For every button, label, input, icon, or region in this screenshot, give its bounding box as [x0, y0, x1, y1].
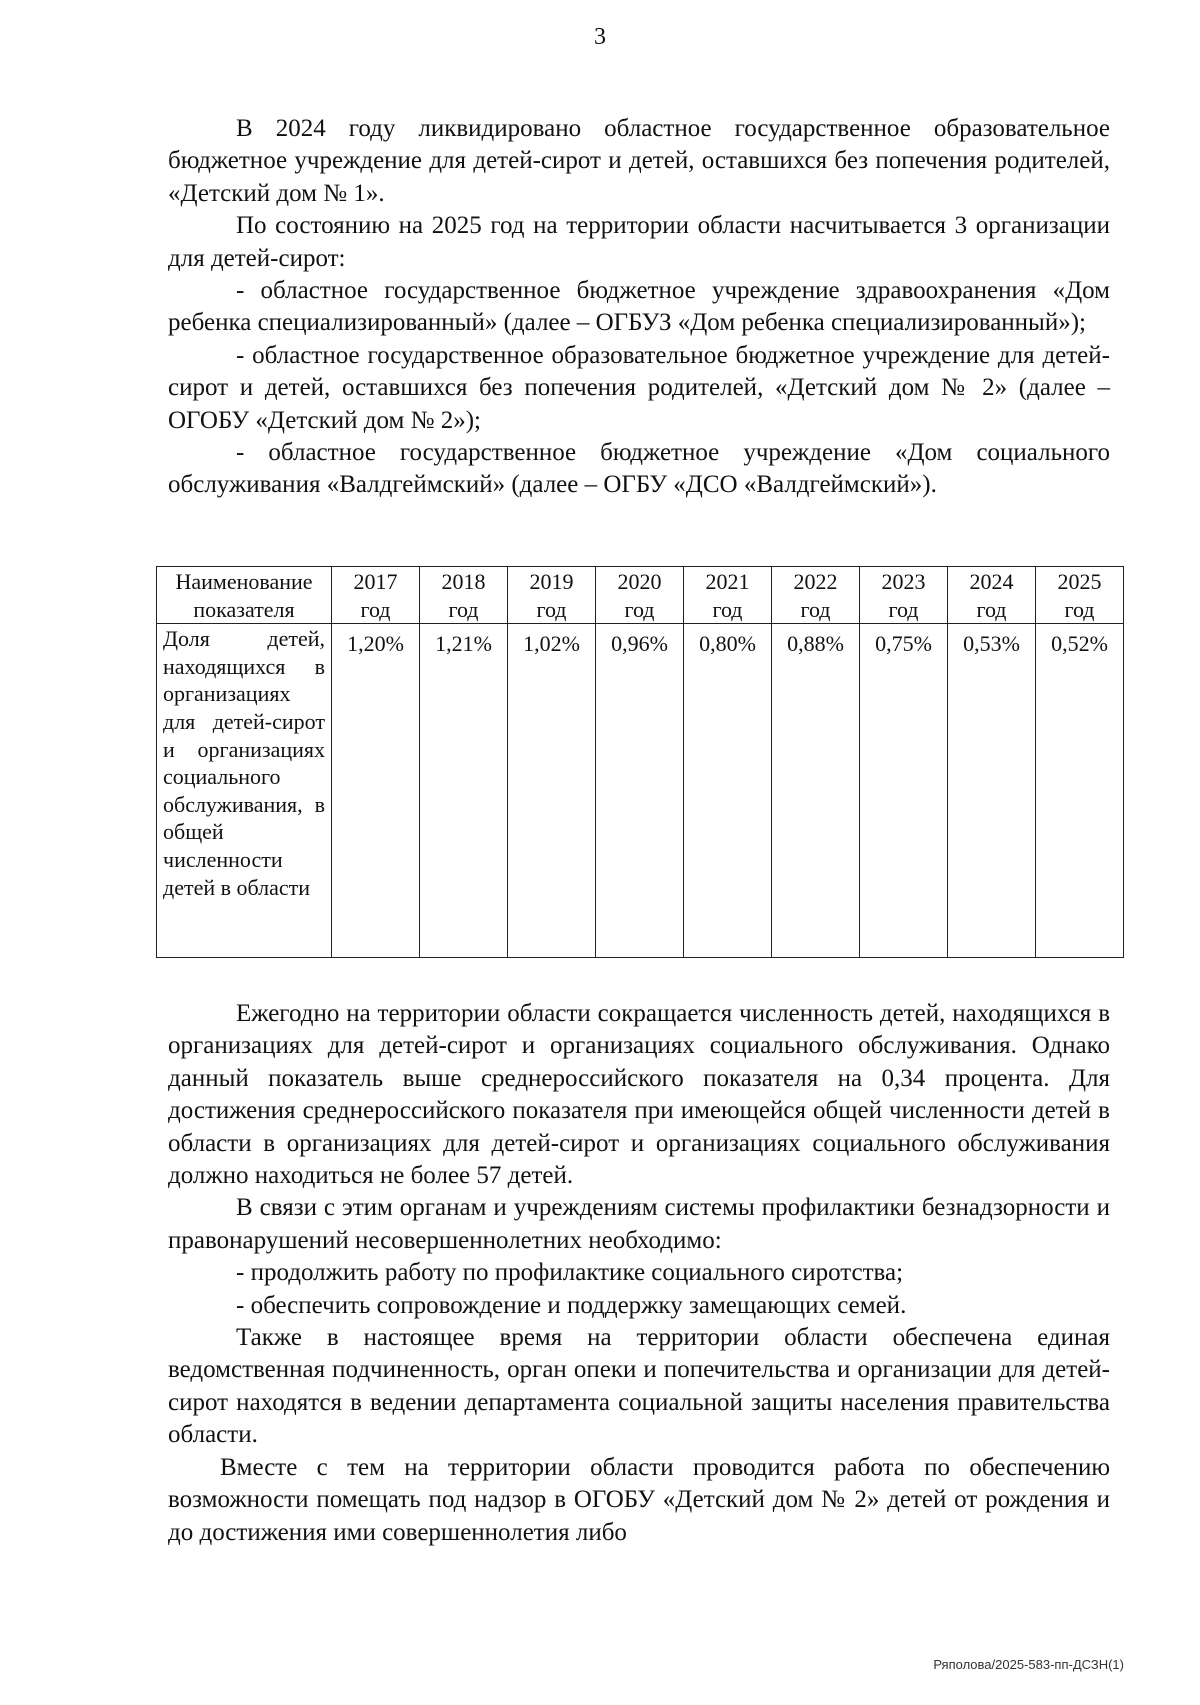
intro-text [168, 113, 1110, 502]
paragraph-supervision: Вместе с тем на территории области проводится работа по обеспечению возможности помещать под надзор в ОГОБУ «Детский дом № 2» детей от рождения и до достижения ими совершеннолетия либо [168, 1453, 1110, 1546]
document-code: Ряполова/2025-583-пп-ДСЗН(1) [933, 1657, 1124, 1672]
indicator-table [156, 566, 1124, 958]
header-year: 2024 год [948, 567, 1036, 624]
table-header-row [157, 567, 1124, 624]
header-year: 2018 год [420, 567, 508, 624]
conclusion-text [168, 998, 1110, 1549]
header-year: 2017 год [332, 567, 420, 624]
table-cell-value: 0,52% [1036, 624, 1124, 958]
paragraph-measures: В связи с этим органам и учреждениям системы профилактики безнадзорности и правонарушений несовершеннолетних необходимо: [168, 1194, 1110, 1254]
header-indicator-name: Наименование показателя [157, 567, 332, 624]
table-cell-value: 0,53% [948, 624, 1036, 958]
header-year: 2022 год [772, 567, 860, 624]
table-cell-value: 1,02% [508, 624, 596, 958]
header-year: 2020 год [596, 567, 684, 624]
table-cell-value: 1,20% [332, 624, 420, 958]
row-label: Доля детей, находящихся в организациях для детей-сирот и организациях социального обслуживания, в общей численности детей в области [157, 624, 332, 958]
table-cell-value: 0,75% [860, 624, 948, 958]
list-item-ogbuz: - областное государственное бюджетное учреждение здравоохранения «Дом ребенка специализированный» (далее – ОГБУЗ «Дом ребенка специализированный»); [168, 277, 1110, 337]
paragraph-liquidation: В 2024 году ликвидировано областное государственное образовательное бюджетное учреждение для детей-сирот и детей, оставшихся без попечения родителей, «Детский дом № 1». [168, 115, 1110, 207]
paragraph-organizations-count: По состоянию на 2025 год на территории области насчитывается 3 организации для детей-сирот: [168, 212, 1110, 272]
table-cell-value: 1,21% [420, 624, 508, 958]
header-year: 2025 год [1036, 567, 1124, 624]
header-year: 2021 год [684, 567, 772, 624]
header-year: 2023 год [860, 567, 948, 624]
paragraph-subordination: Также в настоящее время на территории области обеспечена единая ведомственная подчиненность, орган опеки и попечительства и организации для детей-сирот находятся в ведении департамента социальной защиты населения правительства области. [168, 1324, 1110, 1449]
paragraph-decline: Ежегодно на территории области сокращается численность детей, находящихся в организациях для детей-сирот и организациях социального обслуживания. Однако данный показатель выше среднероссийского показателя на 0,34 процента. Для достижения среднероссийского показателя при имеющейся общей численности детей в области в организациях для детей-сирот и организациях социального обслуживания должно находиться не более 57 детей. [168, 1000, 1110, 1190]
list-item-ogbu-dso: - областное государственное бюджетное учреждение «Дом социального обслуживания «Валдгеймский» (далее – ОГБУ «ДСО «Валдгеймский»). [168, 439, 1110, 499]
list-item-prevention: - продолжить работу по профилактике социального сиротства; [236, 1259, 904, 1287]
list-item-support: - обеспечить сопровождение и поддержку замещающих семей. [236, 1291, 907, 1319]
header-year: 2019 год [508, 567, 596, 624]
table-cell-value: 0,80% [684, 624, 772, 958]
list-item-ogobu: - областное государственное образовательное бюджетное учреждение для детей-сирот и детей, оставшихся без попечения родителей, «Детский дом № 2» (далее – ОГОБУ «Детский дом № 2»); [168, 341, 1110, 434]
table-row [157, 624, 1124, 958]
table-cell-value: 0,88% [772, 624, 860, 958]
table-cell-value: 0,96% [596, 624, 684, 958]
page-number: 3 [594, 24, 606, 50]
